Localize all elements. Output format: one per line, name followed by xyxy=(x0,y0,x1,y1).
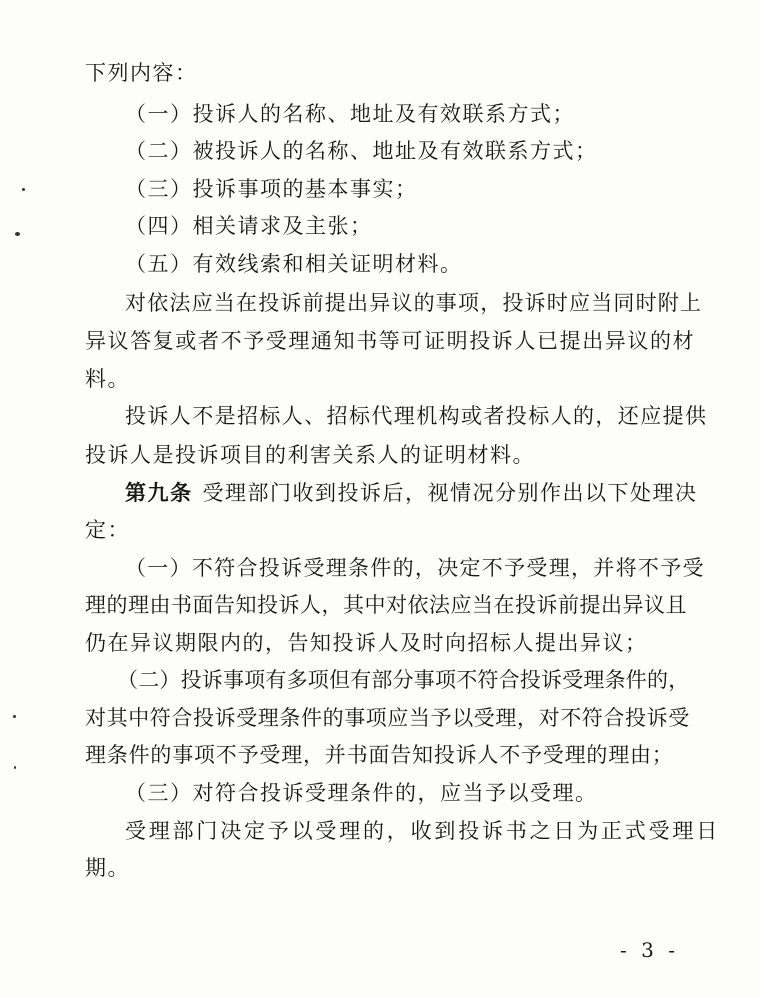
paragraph-line: 对依法应当在投诉前提出异议的事项，投诉时应当同时附上 xyxy=(125,291,703,315)
article-heading: 第九条 xyxy=(125,480,193,505)
paragraph-line: 定： xyxy=(85,518,130,542)
scan-speck xyxy=(22,188,25,191)
paragraph-line: 料。 xyxy=(85,367,130,391)
list-item: （三）对符合投诉受理条件的，应当予以受理。 xyxy=(125,781,598,805)
paragraph-line: 投诉人不是招标人、招标代理机构或者投标人的，还应提供 xyxy=(125,404,708,428)
page-number: - 3 - xyxy=(620,938,679,962)
list-item: （二）被投诉人的名称、地址及有效联系方式； xyxy=(125,139,598,163)
list-item: （一）不符合投诉受理条件的，决定不予受理，并将不予受 xyxy=(125,556,705,580)
paragraph-line: 理的理由书面告知投诉人，其中对依法应当在投诉前提出异议且 xyxy=(85,593,687,617)
scan-speck xyxy=(15,232,20,236)
list-item: （四）相关请求及主张； xyxy=(125,214,373,238)
paragraph-line: 投诉人是投诉项目的利害关系人的证明材料。 xyxy=(85,443,535,467)
paragraph-line: 对其中符合投诉受理条件的事项应当予以受理，对不符合投诉受 xyxy=(85,706,690,730)
paragraph-line: 理条件的事项不予受理，并书面告知投诉人不予受理的理由； xyxy=(85,743,674,767)
article-text: 受理部门收到投诉后，视情况分别作出以下处理决 xyxy=(202,481,698,505)
article-line xyxy=(125,478,698,508)
paragraph-line: 期。 xyxy=(85,856,130,880)
list-item: （三）投诉事项的基本事实； xyxy=(125,177,418,201)
list-item: （一）投诉人的名称、地址及有效联系方式； xyxy=(125,102,575,126)
text-line: 下列内容： xyxy=(85,61,198,85)
paragraph-line: 仍在异议期限内的，告知投诉人及时向招标人提出异议； xyxy=(85,631,648,655)
list-item: （五）有效线索和相关证明材料。 xyxy=(125,252,463,276)
list-item: （二）投诉事项有多项但有部分事项不符合投诉受理条件的， xyxy=(117,668,690,692)
scan-speck xyxy=(14,766,16,769)
scan-speck xyxy=(13,715,16,718)
paragraph-line: 异议答复或者不予受理通知书等可证明投诉人已提出异议的材 xyxy=(85,329,696,353)
paragraph-line: 受理部门决定予以受理的，收到投诉书之日为正式受理日 xyxy=(125,819,720,843)
